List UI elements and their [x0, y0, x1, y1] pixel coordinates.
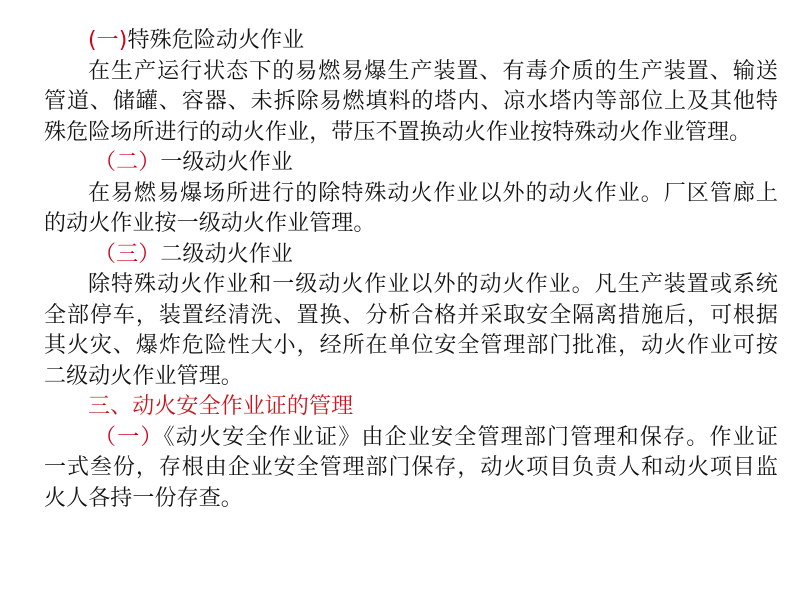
part-3-item-1-line-2: 一式叁份，存根由企业安全管理部门保存，动火项目负责人和动火项目监: [44, 455, 778, 480]
section-3-number: （三）: [94, 241, 161, 267]
section-1-number: (一): [88, 28, 128, 53]
part-3-item-1-line-3: 火人各持一份存查。: [44, 485, 243, 511]
section-2-line-2: 的动火作业按一级动火作业管理。: [44, 211, 376, 236]
section-3-line-1: 除特殊动火作业和一级动火作业以外的动火作业。凡生产装置或系统: [88, 272, 778, 297]
section-3-title: 二级动火作业: [160, 241, 293, 267]
section-3-line-4: 二级动火作业管理。: [44, 363, 243, 389]
part-3-item-1-number: （一）: [94, 424, 164, 450]
section-1-heading: [44, 26, 778, 57]
part-3-item-1-line-1: [44, 423, 778, 454]
section-2-number: （二）: [94, 150, 161, 175]
section-1-title: 特殊危险动火作业: [127, 28, 305, 53]
section-1-line-1: 在生产运行状态下的易燃易爆生产装置、有毒介质的生产装置、输送: [88, 58, 778, 84]
section-1-line-3: 殊危险场所进行的动火作业，带压不置换动火作业按特殊动火作业管理。: [44, 119, 752, 145]
part-3-item-1-text: 《动火安全作业证》由企业安全管理部门管理和保存。作业证: [163, 424, 778, 450]
section-3-heading: [44, 240, 778, 271]
section-2-title: 一级动火作业: [160, 150, 293, 175]
section-3-line-2: 全部停车，装置经清洗、置换、分析合格并采取安全隔离措施后，可根据: [44, 302, 778, 328]
section-2-heading: [44, 148, 778, 179]
section-1-line-2: 管道、储罐、容器、未拆除易燃填料的塔内、凉水塔内等部位上及其他特: [44, 89, 778, 114]
part-3-title: 三、动火安全作业证的管理: [88, 394, 354, 419]
document-body: [44, 26, 778, 514]
section-3-line-3: 其火灾、爆炸危险性大小，经所在单位安全管理部门批准，动火作业可按: [44, 333, 778, 358]
section-2-line-1: 在易燃易爆场所进行的除特殊动火作业以外的动火作业。厂区管廊上: [88, 180, 778, 206]
